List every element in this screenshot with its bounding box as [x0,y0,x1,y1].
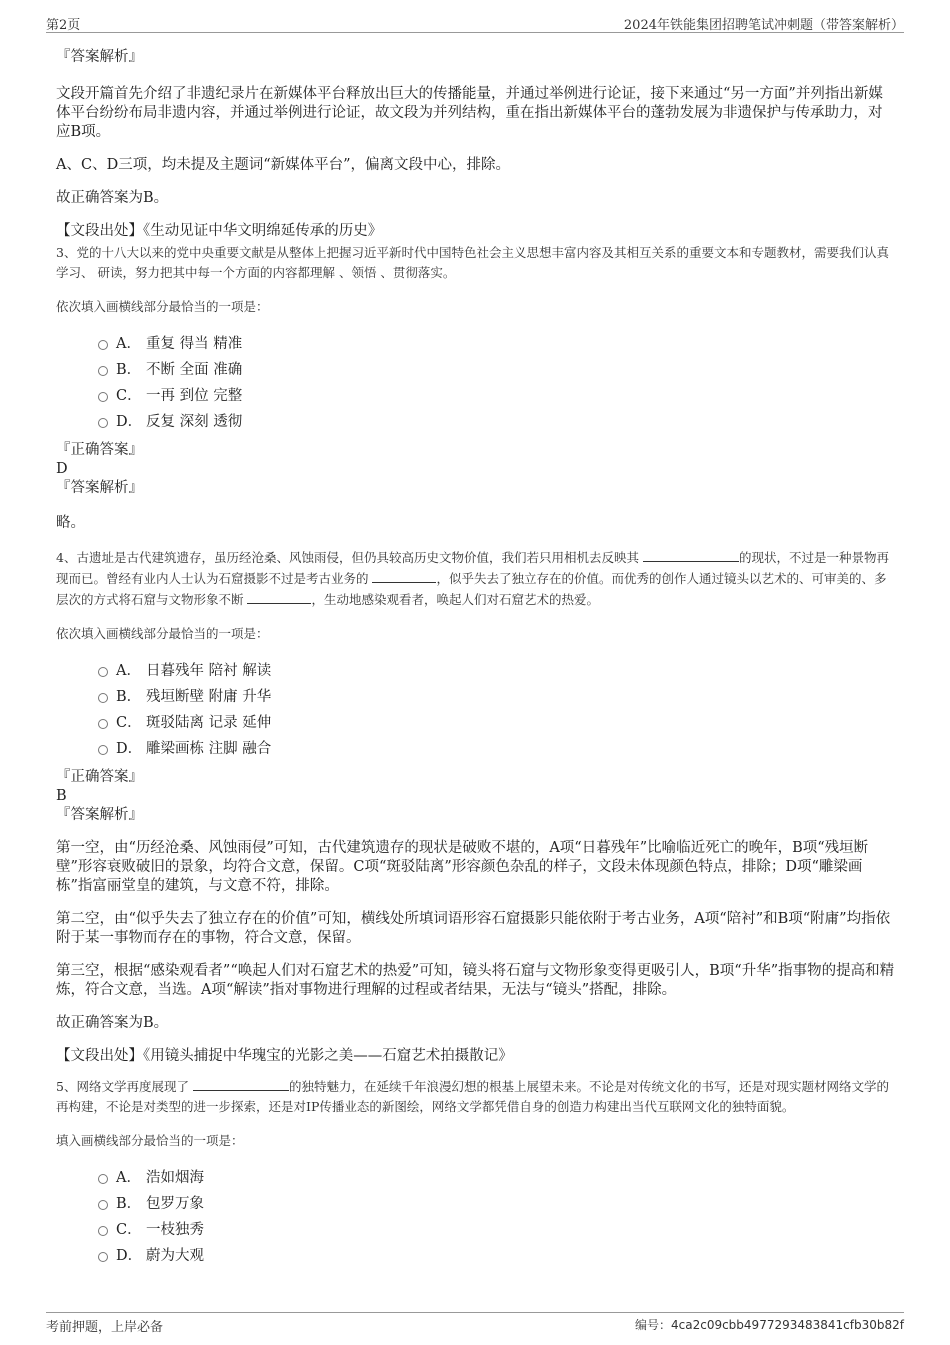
q5-instruction: 填入画横线部分最恰当的一项是： [56,1133,244,1148]
q3-option-b[interactable]: B． 不断 全面 准确 [98,357,896,383]
q3-option-d[interactable]: D． 反复 深刻 透彻 [98,409,896,435]
document-title: 2024年铁能集团招聘笔试冲刺题（带答案解析） [623,18,904,33]
q2-analysis-para-1: 文段开篇首先介绍了非遗纪录片在新媒体平台释放出巨大的传播能量，并通过举例进行论证，接下来通过“另一方面”并列指出新媒体平台纷纷布局非遗内容，并通过举例进行论证，故文段为并列结构，重在指出新媒体平台的蓬勃发展为非遗保护与传承助力，对应B项。 [56,86,883,140]
q2-analysis-para-2: A、C、D三项，均未提及主题词“新媒体平台”，偏离文段中心，排除。 [56,157,511,173]
q5-blank [193,1076,289,1091]
radio-icon[interactable] [98,418,108,428]
radio-icon[interactable] [98,745,108,755]
q3-answer-label: 『正确答案』 [56,442,143,458]
q4-analysis-para-4: 故正确答案为B。 [56,1015,169,1031]
q3-answer: D [56,461,68,477]
q4-answer: B [56,788,67,804]
q5-options [98,1165,896,1269]
page-content [56,44,896,1269]
q4-analysis-label: 『答案解析』 [56,807,143,823]
radio-icon[interactable] [98,1226,108,1236]
q3-analysis-label: 『答案解析』 [56,480,143,496]
q4-source: 【文段出处】《用镜头捕捉中华瑰宝的光影之美——石窟艺术拍摄散记》 [56,1048,513,1064]
q3-option-a[interactable]: A． 重复 得当 精准 [98,331,896,357]
q4-options [98,658,896,762]
radio-icon[interactable] [98,667,108,677]
q4-analysis-para-3: 第三空，根据“感染观看者”“唤起人们对石窟艺术的热爱”可知，镜头将石窟与文物形象变得更吸引人，B项“升华”指事物的提高和精炼，符合文意，当选。A项“解读”指对事物进行理解的过程或者结果，无法与“镜头”搭配，排除。 [56,963,895,998]
q5-stem: 5、网络文学再度展现了 的独特魅力，在延续千年浪漫幻想的根基上展望未来。不论是对传统文化的书写，还是对现实题材网络文学的再构建，不论是对类型的进一步探索，还是对IP传播业态的新图绘，网络文学都凭借自身的创造力构建出当代互联网文化的独特面貌。 [56,1076,896,1117]
q4-stem: 4、古遗址是古代建筑遗存，虽历经沧桑、风蚀雨侵，但仍具较高历史文物价值，我们若只用相机去反映其 的现状，不过是一种景物再现而已。曾经有业内人士认为石窟摄影不过是考古业务的 ，似乎失去了独立存在的价值。而优秀的创作人通过镜头以艺术的、可审美的、多层次的方式将石窟与文物形象不断 ，生动地感染观看者，唤起人们对石窟艺术的热爱。 [56,547,896,610]
q4-instruction: 依次填入画横线部分最恰当的一项是： [56,626,269,641]
q4-analysis-para-1: 第一空，由“历经沧桑、风蚀雨侵”可知，古代建筑遗存的现状是破败不堪的，A项“日暮残年”比喻临近死亡的晚年，B项“残垣断壁”形容衰败破旧的景象，均符合文意，保留。C项“斑驳陆离”形容颜色杂乱的样子，文段未体现颜色特点，排除；D项“雕梁画栋”指富丽堂皇的建筑，与文意不符，排除。 [56,840,869,894]
q3-options [98,331,896,435]
q4-blank-3 [247,589,311,604]
radio-icon[interactable] [98,1174,108,1184]
q4-analysis-para-2: 第二空，由“似乎失去了独立存在的价值”可知，横线处所填词语形容石窟摄影只能依附于考古业务，A项“陪衬”和B项“附庸”均指依附于某一事物而存在的事物，符合文意，保留。 [56,911,891,946]
q3-stem: 3、党的十八大以来的党中央重要文献是从整体上把握习近平新时代中国特色社会主义思想丰富内容及其相互关系的重要文本和专题教材，需要我们认真学习、 研读，努力把其中每一个方面的内容都理解 、领悟 、贯彻落实。 [56,245,889,280]
radio-icon[interactable] [98,719,108,729]
radio-icon[interactable] [98,340,108,350]
q5-option-d[interactable]: D． 蔚为大观 [98,1243,896,1269]
q2-analysis-label: 『答案解析』 [56,49,143,65]
q3-option-c[interactable]: C． 一再 到位 完整 [98,383,896,409]
q4-blank-2 [372,568,436,583]
q3-instruction: 依次填入画横线部分最恰当的一项是： [56,299,269,314]
footer-slogan: 考前押题，上岸必备 [46,1320,164,1335]
q3-analysis: 略。 [56,515,85,531]
radio-icon[interactable] [98,1252,108,1262]
q2-source: 【文段出处】《生动见证中华文明绵延传承的历史》 [56,223,383,239]
radio-icon[interactable] [98,1200,108,1210]
q4-option-c[interactable]: C． 斑驳陆离 记录 延伸 [98,710,896,736]
document-id: 编号：4ca2c09cbb4977293483841cfb30b82f [635,1318,904,1332]
radio-icon[interactable] [98,392,108,402]
radio-icon[interactable] [98,366,108,376]
q4-option-b[interactable]: B． 残垣断壁 附庸 升华 [98,684,896,710]
q4-option-a[interactable]: A． 日暮残年 陪衬 解读 [98,658,896,684]
radio-icon[interactable] [98,693,108,703]
page-header [46,14,904,33]
q2-analysis-para-3: 故正确答案为B。 [56,190,169,206]
page-footer [46,1312,904,1334]
page-number: 第2页 [46,18,81,33]
q5-option-a[interactable]: A． 浩如烟海 [98,1165,896,1191]
q5-option-c[interactable]: C． 一枝独秀 [98,1217,896,1243]
q4-blank-1 [643,547,739,562]
q5-option-b[interactable]: B． 包罗万象 [98,1191,896,1217]
q4-answer-label: 『正确答案』 [56,769,143,785]
q4-option-d[interactable]: D． 雕梁画栋 注脚 融合 [98,736,896,762]
